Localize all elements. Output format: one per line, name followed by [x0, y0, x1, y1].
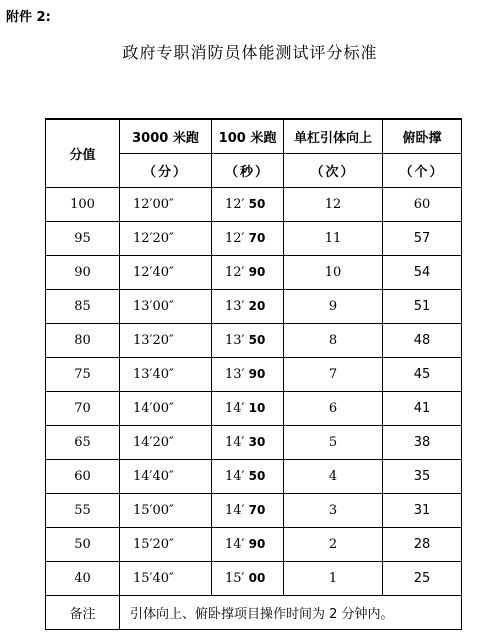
- cell-score: 40: [46, 562, 120, 596]
- cell-score: 65: [46, 426, 120, 460]
- cell-pushup: 48: [383, 324, 462, 358]
- unit-run3000: （分）: [120, 154, 212, 188]
- run100-minutes: 12′: [225, 231, 245, 246]
- table-row: [46, 494, 462, 528]
- run100-seconds: 50: [248, 333, 266, 347]
- cell-pullup: 7: [284, 358, 383, 392]
- cell-run3000: 14′40″: [120, 460, 212, 494]
- cell-pushup: 35: [383, 460, 462, 494]
- cell-run3000: 13′40″: [120, 358, 212, 392]
- cell-pushup: 28: [383, 528, 462, 562]
- header-score: 分值: [46, 119, 120, 188]
- cell-score: 85: [46, 290, 120, 324]
- run100-seconds: 90: [248, 367, 266, 381]
- remark-text: 引体向上、俯卧撑项目操作时间为 2 分钟内。: [120, 596, 462, 630]
- cell-run3000: 13′20″: [120, 324, 212, 358]
- cell-run3000: 12′00″: [120, 188, 212, 222]
- run100-minutes: 13′: [225, 333, 245, 348]
- cell-run100: [212, 494, 284, 528]
- scoring-table: [45, 118, 462, 630]
- cell-pushup: 60: [383, 188, 462, 222]
- cell-run100: [212, 256, 284, 290]
- cell-pushup: 38: [383, 426, 462, 460]
- run100-seconds: 20: [248, 299, 266, 313]
- unit-run100: （秒）: [212, 154, 284, 188]
- cell-pullup: 6: [284, 392, 383, 426]
- unit-pullup: （次）: [284, 154, 383, 188]
- header-pushup: 俯卧撑: [383, 119, 462, 154]
- cell-pullup: 3: [284, 494, 383, 528]
- score-rows: [46, 188, 462, 596]
- cell-run100: [212, 528, 284, 562]
- cell-pullup: 11: [284, 222, 383, 256]
- scoring-table-body: [46, 119, 462, 188]
- header-pullup: 单杠引体向上: [284, 119, 383, 154]
- run100-seconds: 90: [248, 537, 266, 551]
- cell-pullup: 4: [284, 460, 383, 494]
- cell-run3000: 15′20″: [120, 528, 212, 562]
- run100-minutes: 14′: [225, 435, 245, 450]
- table-row: [46, 426, 462, 460]
- run100-seconds: 30: [248, 435, 266, 449]
- cell-score: 60: [46, 460, 120, 494]
- table-row: [46, 222, 462, 256]
- cell-run3000: 14′00″: [120, 392, 212, 426]
- cell-score: 80: [46, 324, 120, 358]
- cell-run100: [212, 324, 284, 358]
- run100-minutes: 14′: [225, 503, 245, 518]
- cell-pullup: 9: [284, 290, 383, 324]
- run100-minutes: 14′: [225, 401, 245, 416]
- header-row: [46, 119, 462, 154]
- cell-pullup: 10: [284, 256, 383, 290]
- cell-run3000: 15′40″: [120, 562, 212, 596]
- cell-pushup: 45: [383, 358, 462, 392]
- cell-run3000: 14′20″: [120, 426, 212, 460]
- remark-row: [46, 596, 462, 630]
- cell-pullup: 2: [284, 528, 383, 562]
- cell-pullup: 8: [284, 324, 383, 358]
- cell-score: 55: [46, 494, 120, 528]
- cell-run100: [212, 562, 284, 596]
- cell-run3000: 13′00″: [120, 290, 212, 324]
- remark-section: [46, 596, 462, 630]
- unit-pushup: （个）: [383, 154, 462, 188]
- cell-score: 90: [46, 256, 120, 290]
- cell-run3000: 12′20″: [120, 222, 212, 256]
- cell-pushup: 54: [383, 256, 462, 290]
- cell-run100: [212, 392, 284, 426]
- document-title: 政府专职消防员体能测试评分标准: [122, 43, 378, 62]
- header-run100: 100 米跑: [212, 119, 284, 154]
- cell-run100: [212, 426, 284, 460]
- run100-seconds: 10: [248, 401, 266, 415]
- table-row: [46, 460, 462, 494]
- cell-score: 75: [46, 358, 120, 392]
- cell-pushup: 31: [383, 494, 462, 528]
- cell-run100: [212, 290, 284, 324]
- cell-score: 70: [46, 392, 120, 426]
- table-row: [46, 562, 462, 596]
- run100-minutes: 13′: [225, 367, 245, 382]
- cell-run100: [212, 222, 284, 256]
- cell-run100: [212, 358, 284, 392]
- run100-seconds: 50: [248, 197, 266, 211]
- run100-seconds: 70: [248, 503, 266, 517]
- cell-pullup: 12: [284, 188, 383, 222]
- cell-pullup: 5: [284, 426, 383, 460]
- attachment-label: 附件 2:: [6, 10, 51, 25]
- cell-score: 95: [46, 222, 120, 256]
- run100-minutes: 14′: [225, 537, 245, 552]
- cell-pullup: 1: [284, 562, 383, 596]
- cell-run3000: 12′40″: [120, 256, 212, 290]
- cell-score: 50: [46, 528, 120, 562]
- cell-score: 100: [46, 188, 120, 222]
- run100-minutes: 12′: [225, 265, 245, 280]
- table-row: [46, 188, 462, 222]
- cell-run100: [212, 460, 284, 494]
- run100-minutes: 12′: [225, 197, 245, 212]
- cell-pushup: 25: [383, 562, 462, 596]
- cell-pushup: 57: [383, 222, 462, 256]
- run100-minutes: 15′: [225, 571, 245, 586]
- run100-seconds: 00: [248, 571, 266, 585]
- run100-seconds: 70: [248, 231, 266, 245]
- cell-pushup: 51: [383, 290, 462, 324]
- cell-run100: [212, 188, 284, 222]
- header-run3000: 3000 米跑: [120, 119, 212, 154]
- cell-pushup: 41: [383, 392, 462, 426]
- remark-label: 备注: [46, 596, 120, 630]
- table-row: [46, 528, 462, 562]
- table-row: [46, 256, 462, 290]
- run100-seconds: 50: [248, 469, 266, 483]
- table-row: [46, 324, 462, 358]
- cell-run3000: 15′00″: [120, 494, 212, 528]
- run100-minutes: 13′: [225, 299, 245, 314]
- run100-minutes: 14′: [225, 469, 245, 484]
- table-row: [46, 358, 462, 392]
- run100-seconds: 90: [248, 265, 266, 279]
- table-row: [46, 392, 462, 426]
- table-row: [46, 290, 462, 324]
